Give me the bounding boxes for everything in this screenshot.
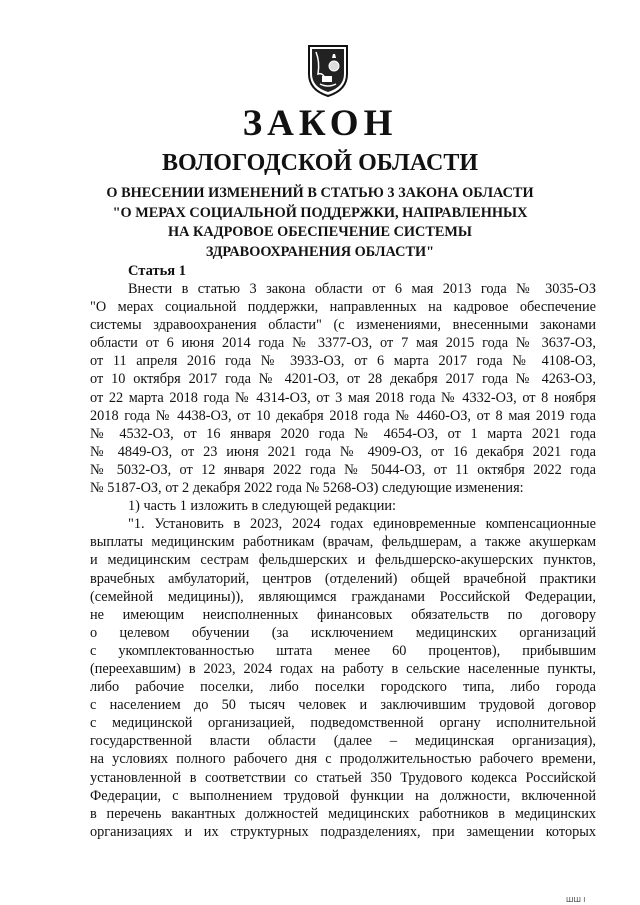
body-line: № 5032-ОЗ, от 12 января 2022 года № 5044-ОЗ, от 11 октября 2022 года	[90, 461, 596, 478]
subtitle-line: О ВНЕСЕНИИ ИЗМЕНЕНИЙ В СТАТЬЮ 3 ЗАКОНА ОБЛАСТИ	[106, 185, 534, 201]
body-line: выплаты медицинским работникам (врачам, фельдшерам, а также акушеркам	[90, 534, 596, 551]
body-line: с укомплектованностью штата менее 60 процентов), прибывшим	[90, 642, 596, 659]
region-name: ВОЛОГОДСКОЙ ОБЛАСТИ	[161, 150, 479, 176]
coat-of-arms-vologda-icon	[306, 42, 350, 98]
body-line: № 5187-ОЗ, от 2 декабря 2022 года № 5268-ОЗ) следующие изменения:	[90, 480, 524, 497]
body-line: 2018 года № 4438-ОЗ, от 10 декабря 2018 года № 4460-ОЗ, от 8 мая 2019 года	[90, 407, 596, 424]
body-line: на условиях полного рабочего дня с продолжительностью рабочего времени,	[90, 751, 596, 768]
body-line: от 22 марта 2018 года № 4314-ОЗ, от 3 мая 2018 года № 4332-ОЗ, от 8 ноября	[90, 389, 596, 406]
subtitle-line: ЗДРАВООХРАНЕНИЯ ОБЛАСТИ"	[205, 243, 435, 260]
body-line: "О мерах социальной поддержки, направленных на кадровое обеспечение	[90, 299, 596, 316]
body-line: о целевом обучении (за исключением медицинских организаций	[90, 624, 596, 641]
body-line: 1) часть 1 изложить в следующей редакции:	[128, 498, 396, 515]
body-line: в перечень вакантных должностей медицинских работников в медицинских	[90, 805, 596, 822]
body-line: либо рабочие поселки, либо поселки городского типа, либо города	[90, 679, 596, 696]
body-line: организациях и их структурных подразделениях, при замещении которых	[90, 823, 596, 840]
article-heading: Статья 1	[128, 263, 186, 279]
law-subtitle	[60, 184, 580, 262]
body-line: государственной власти области (далее – медицинская организация),	[90, 733, 596, 750]
body-line: не имеющим неисполненных финансовых обязательств по договору	[90, 606, 596, 623]
body-line: от 10 октября 2017 года № 4201-ОЗ, от 28 декабря 2017 года № 4263-ОЗ,	[90, 371, 596, 388]
body-line: № 4849-ОЗ, от 23 июня 2021 года № 4909-ОЗ, от 16 декабря 2021 года	[90, 443, 596, 460]
law-title: ЗАКОН	[242, 103, 398, 144]
footer-mark: ШШ І	[566, 896, 586, 904]
body-line: Федерации, с выполнением трудовой функции на должности, включенной	[90, 787, 596, 804]
body-line: (семейной медицины)), являющимся гражданами Российской Федерации,	[90, 588, 596, 605]
body-line: с населением до 50 тысяч человек и заключившим трудовой договор	[90, 697, 596, 714]
body-line: от 11 апреля 2016 года № 3933-ОЗ, от 6 марта 2017 года № 4108-ОЗ,	[90, 353, 596, 370]
body-line: (переехавшим) в 2023, 2024 годах на работу в сельские населенные пункты,	[90, 660, 596, 677]
body-line: и медицинским сестрам фельдшерских и фельдшерско-акушерских пунктов,	[90, 552, 596, 569]
body-line: с медицинской организацией, подведомственной органу исполнительной	[90, 715, 596, 732]
body-line: области от 6 июня 2014 года № 3377-ОЗ, от 7 мая 2015 года № 3637-ОЗ,	[90, 335, 596, 352]
body-line: установленной в соответствии со статьей 350 Трудового кодекса Российской	[90, 769, 596, 786]
body-line: Внести в статью 3 закона области от 6 мая 2013 года № 3035-ОЗ	[128, 281, 596, 297]
body-line: "1. Установить в 2023, 2024 годах единовременные компенсационные	[128, 516, 596, 533]
body-line: № 4532-ОЗ, от 16 января 2020 года № 4654-ОЗ, от 1 марта 2021 года	[90, 425, 596, 442]
document-body	[90, 280, 596, 841]
subtitle-line: НА КАДРОВОЕ ОБЕСПЕЧЕНИЕ СИСТЕМЫ	[168, 224, 472, 240]
body-line: системы здравоохранения области" (с изменениями, внесенными законами	[90, 317, 596, 334]
subtitle-line: "О МЕРАХ СОЦИАЛЬНОЙ ПОДДЕРЖКИ, НАПРАВЛЕННЫХ	[112, 204, 528, 221]
body-line: врачебных амбулаторий, центров (отделений) общей врачебной практики	[90, 570, 596, 587]
